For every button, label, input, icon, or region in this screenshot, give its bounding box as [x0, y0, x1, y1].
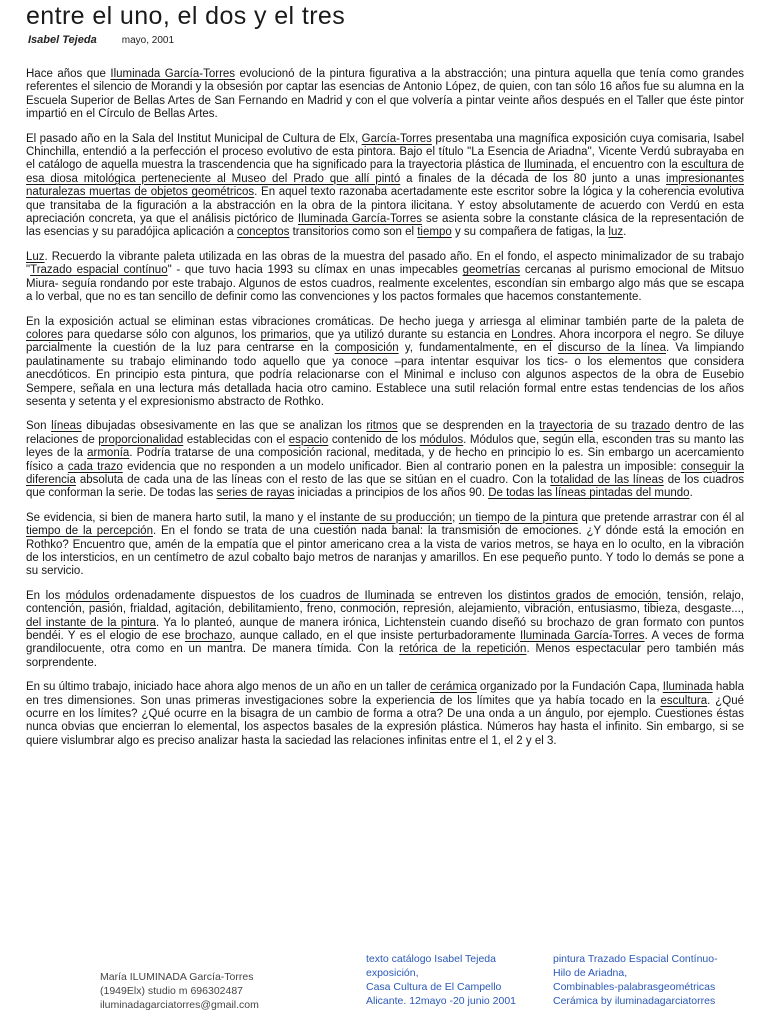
underlined-phrase: retórica de la repetición: [399, 643, 527, 656]
underlined-phrase: trazado: [631, 420, 671, 433]
underlined-phrase: Iluminada García-Torres: [110, 68, 236, 80]
underlined-phrase: Londres: [511, 328, 553, 341]
underlined-phrase: Iluminada: [523, 159, 574, 172]
catalog-line: texto catálogo Isabel Tejeda: [366, 953, 496, 965]
underlined-phrase: conseguir la diferencia: [26, 460, 744, 486]
underlined-phrase: Luz: [26, 250, 45, 263]
underlined-phrase: distintos grados de emoción: [508, 589, 659, 602]
artist-contact: [100, 970, 259, 1012]
author-name: Isabel Tejeda: [28, 34, 97, 46]
paragraph-2: El pasado año en la Sala del Institut Municipal de Cultura de Elx, García-Torres presentaba una magnífica exposición cuya comisaria, Isabel Chinchilla, entendió a la perfección el proceso evolutivo de esta pintora. Bajo el título "La Esencia de Ariadna", Vicente Verdú subrayaba en el catálogo de aquella muestra la trascendencia que ha significado para la trayectoria plástica de Iluminada, el encuentro con la escultura de esa diosa mitológica perteneciente al Museo del Prado que allí pintó a finales de la década de los 80 junto a unas impresionantes naturalezas muertas de objetos geométricos. En aquel texto razonaba acertadamente este escritor sobre la lógica y la coherencia evolutiva que transitaba de la figuración a la abstracción en la obra de la pintora ilicitana. Y estoy absolutamente de acuerdo con Verdú en esta apreciación concreta, ya que el análisis pictórico de Iluminada García-Torres se asienta sobre la constante clásica de la representación de las esencias y su paradójica aplicación a conceptos transitorios como son el tiempo y su compañera de fatigas, la luz.: [26, 132, 745, 239]
paragraph-1: Hace años que Iluminada García-Torres evolucionó de la pintura figurativa a la abstracción; una pintura aquella que tenía como grandes referentes el silencio de Morandi y la obsesión por captar las esencias de Antonio López, de quien, con tan sólo 16 años fue su alumna en la Escuela Superior de Bellas Artes de San Fernando en Madrid y con el que volvería a pintar veinte años después en el Taller que éste pintor impartió en el Círculo de Bellas Artes.: [26, 68, 744, 121]
underlined-phrase: instante de su producción: [319, 511, 453, 524]
underlined-phrase: totalidad de las líneas: [550, 473, 664, 486]
underlined-phrase: series de rayas: [216, 487, 295, 500]
underlined-phrase: luz: [608, 226, 624, 239]
underlined-phrase: Iluminada García-Torres: [297, 213, 423, 226]
byline: [28, 34, 174, 46]
artist-studio-phone: (1949Elx) studio m 696302487: [100, 985, 244, 997]
catalog-note: [366, 952, 516, 1008]
underlined-phrase: espacio: [288, 433, 329, 446]
underlined-phrase: brochazo: [184, 630, 233, 643]
underlined-phrase: colores: [26, 328, 64, 341]
artist-email[interactable]: iluminadagarciatorres@gmail.com: [100, 999, 259, 1011]
publication-date: mayo, 2001: [121, 35, 175, 46]
underlined-phrase: discurso de la línea: [557, 342, 666, 355]
catalog-line: Alicante. 12mayo -20 junio 2001: [366, 995, 517, 1007]
underlined-phrase: proporcionalidad: [98, 433, 184, 446]
underlined-phrase: escultura: [660, 694, 708, 707]
tag-line: Hilo de Ariadna,: [553, 967, 628, 979]
tag-line: Cerámica by iluminadagarciatorres: [553, 995, 716, 1007]
underlined-phrase: del instante de la pintura: [26, 616, 157, 629]
underlined-phrase: De todas las líneas pintadas del mundo: [488, 487, 690, 500]
underlined-phrase: líneas: [51, 420, 82, 433]
paragraph-8: En su último trabajo, iniciado hace ahora algo menos de un año en un taller de cerámica organizado por la Fundación Capa, Iluminada habla en tres dimensiones. Son unas primeras investigaciones sobre la experiencia de los límites que ya había tocado en la escultura. ¿Qué ocurre en los límites? ¿Qué ocurre en la bisagra de un cambio de forma a otra? De una onda a un ángulo, por ejemplo. Cuestiones éstas nunca obvias que encierran lo elemental, los aspectos basales de la expresión plástica. Números hay hasta el infinito. Sin embargo, si se quiere vislumbrar algo es preciso analizar hasta la saciedad las relaciones infinitas entre el 1, el 2 y el 3.: [26, 681, 744, 747]
underlined-phrase: cada trazo: [67, 460, 123, 473]
underlined-phrase: módulos: [419, 433, 464, 446]
underlined-phrase: ritmos: [366, 420, 398, 433]
underlined-phrase: Trazado espacial contínuo: [30, 264, 168, 277]
underlined-phrase: cerámica: [430, 681, 477, 694]
underlined-phrase: un tiempo de la pintura: [458, 511, 578, 524]
artist-name: María ILUMINADA García-Torres: [100, 971, 254, 983]
catalog-line: exposición,: [366, 967, 419, 979]
keyword-tags: [553, 952, 718, 1008]
underlined-phrase: geometrías: [462, 264, 521, 277]
tag-line: pintura Trazado Espacial Contínuo-: [553, 953, 718, 965]
article-body: [26, 68, 744, 759]
underlined-phrase: tiempo de la percepción: [26, 525, 153, 538]
underlined-phrase: cuadros de Iluminada: [299, 589, 415, 602]
underlined-phrase: escultura de esa diosa mitológica perteneciente al Museo del Prado que allí pintó: [26, 159, 744, 185]
underlined-phrase: conceptos: [236, 226, 290, 239]
tag-line: Combinables-palabrasgeométricas: [553, 981, 716, 993]
underlined-phrase: composición: [334, 342, 399, 355]
underlined-phrase: impresionantes naturalezas muertas de objetos geométricos: [26, 172, 744, 199]
paragraph-3: Luz. Recuerdo la vibrante paleta utilizada en las obras de la muestra del pasado año. En el fondo, el aspecto minimalizador de su trabajo "Trazado espacial contínuo" - que tuvo hacia 1993 su clímax en unas impecables geometrías cercanas al purismo emocional de Mitsuo Miura- seguía rondando por este trabajo. Algunos de estos cuadros, realmente excelentes, escondían sin embargo algo más que se escapa a lo verbal, que no es tan sencillo de definir como las convenciones y los pactos formales que hacemos constantemente.: [26, 250, 744, 304]
paragraph-4: En la exposición actual se eliminan estas vibraciones cromáticas. De hecho juega y arriesga al eliminar también parte de la paleta de colores para quedarse sólo con algunos, los primarios, que ya utilizó durante su estancia en Londres. Ahora incorpora el negro. Se diluye parcialmente la cuestión de la luz para centrarse en la composición y, fundamentalmente, en el discurso de la línea. Va limpiando paulatinamente su trabajo eliminando todo aquello que ya conoce –para intentar esquivar los tics- o los elementos que considera anecdóticos. En principio esta pintura, que podría relacionarse con el Minimal e incluso con algunos aspectos de la obra de Eusebio Sempere, señala en una lectura más detallada hacia otro camino. Establece una sutil relación formal entre estas tendencias de los años sesenta y setenta y el expresionismo abstracto de Rothko.: [26, 315, 745, 408]
underlined-phrase: armonía: [87, 447, 130, 460]
underlined-phrase: módulos: [65, 589, 110, 602]
underlined-phrase: Iluminada: [662, 681, 713, 694]
underlined-phrase: Iluminada García-Torres: [520, 630, 645, 643]
underlined-phrase: trayectoria: [539, 420, 593, 433]
paragraph-6: Se evidencia, si bien de manera harto sutil, la mano y el instante de su producción; un tiempo de la pintura que pretende arrastrar con él al tiempo de la percepción. En el fondo se trata de una cuestión nada banal: la transmisión de emociones. ¿Y dónde está la emoción en Rothko? Encuentro que, amén de la empatía que el pintor americano crea a la vista de varios metros, se haya en lo oculto, en la vibración de los intersticios, en un centímetro de azul cobalto bajo metros de naranjas y amarillos. En ese pequeño punto. Y todo lo demás se pone a su servicio.: [26, 511, 745, 578]
catalog-line: Casa Cultura de El Campello: [366, 981, 502, 993]
underlined-phrase: primarios: [260, 328, 308, 341]
underlined-phrase: tiempo: [417, 226, 452, 239]
paragraph-5: Son líneas dibujadas obsesivamente en las que se analizan los ritmos que se desprenden en la trayectoria de su trazado dentro de las relaciones de proporcionalidad establecidas con el espacio contenido de los módulos. Módulos que, según ella, esconden tras su manto las leyes de la armonía. Podría tratarse de una composición racional, meditada, y de hecho en principio lo es. Sin embargo un acercamiento físico a cada trazo evidencia que no responden a un modelo unificador. Bien al contrario ponen en la palestra un imposible: conseguir la diferencia absoluta de cada una de las líneas con el resto de las que se sitúan en el cuadro. Con la totalidad de las líneas de los cuadros que conforman la serie. De todas las series de rayas iniciadas a principios de los años 90. De todas las líneas pintadas del mundo.: [26, 420, 745, 500]
paragraph-7: En los módulos ordenadamente dispuestos de los cuadros de Iluminada se entreven los distintos grados de emoción, tensión, relajo, contención, pasión, frialdad, agitación, debilitamiento, freno, conmoción, represión, alejamiento, vibración, entusiasmo, tibieza, desgaste..., del instante de la pintura. Ya lo planteó, aunque de manera irónica, Lichtenstein cuando diseñó su brochazo de gran formato con puntos bendéi. Y es el elogio de ese brochazo, aunque callado, en el que insiste perturbadoramente Iluminada García-Torres. A veces de forma grandilocuente, otra como en un mantra. De manera tímida. Con la retórica de la repetición. Menos espectacular pero también más sorprendente.: [26, 589, 745, 669]
article-title: entre el uno, el dos y el tres: [26, 2, 346, 30]
underlined-phrase: García-Torres: [361, 132, 432, 145]
